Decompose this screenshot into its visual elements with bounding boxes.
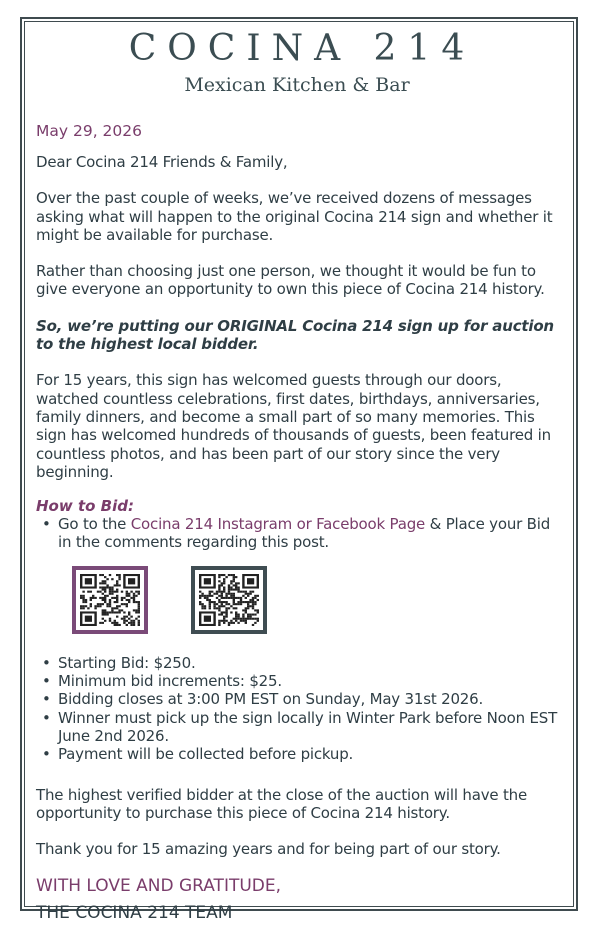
step-suffix: & Place your Bid in the comments regarding this post. <box>58 515 551 552</box>
rule-increments: • Minimum bid increments: $25. <box>36 672 558 690</box>
paragraph-thank-you: Thank you for 15 amazing years and for being part of our story. <box>36 840 501 859</box>
paragraph-opportunity: Rather than choosing just one person, we thought it would be fun to give everyone an opportunity to own this piece of Cocina 214 history. <box>36 262 545 299</box>
paragraph-messages: Over the past couple of weeks, we’ve received dozens of messages asking what will happen to the original Cocina 214 sign and whether it might be available for purchase. <box>36 189 553 244</box>
brand-title: COCINA 214 <box>128 28 476 69</box>
rule-starting-bid: • Starting Bid: $250. <box>36 654 558 672</box>
how-to-bid-list <box>36 515 558 552</box>
rule-pickup: • Winner must pick up the sign locally in Winter Park before Noon EST June 2nd 2026. <box>36 709 558 746</box>
social-page-link[interactable]: Cocina 214 Instagram or Facebook Page <box>130 515 426 534</box>
letter-content <box>36 22 558 924</box>
step-prefix: Go to the <box>58 515 131 534</box>
signoff: WITH LOVE AND GRATITUDE, <box>36 876 282 897</box>
rule-closing-time: • Bidding closes at 3:00 PM EST on Sunday, May 31st 2026. <box>36 690 558 708</box>
qr-code-icon <box>80 574 140 626</box>
rule-payment: • Payment will be collected before pickup. <box>36 745 558 763</box>
instagram-qr-code[interactable] <box>72 566 148 634</box>
paragraph-history: For 15 years, this sign has welcomed guests through our doors, watched countless celebrations, first dates, birthdays, anniversaries, family dinners, and become a small part of so many memories. This sign has welcomed hundreds of thousands of guests, been featured in countless photos, and has been part of our story since the very beginning. <box>36 371 551 481</box>
team-signature: THE COCINA 214 TEAM <box>36 903 233 924</box>
auction-rules-list <box>36 654 558 764</box>
paragraph-auction-announcement: So, we’re putting our ORIGINAL Cocina 214 sign up for auction to the highest local bidder. <box>36 316 554 354</box>
letter-date: May 29, 2026 <box>36 122 142 140</box>
qr-code-row <box>36 566 558 630</box>
brand-tagline: Mexican Kitchen & Bar <box>184 74 410 96</box>
salutation: Dear Cocina 214 Friends & Family, <box>36 153 288 171</box>
how-to-bid-heading: How to Bid: <box>36 497 134 516</box>
qr-code-icon <box>199 574 259 626</box>
facebook-qr-code[interactable] <box>191 566 267 634</box>
how-to-bid-step <box>36 515 558 552</box>
paragraph-highest-bidder: The highest verified bidder at the close of the auction will have the opportunity to purchase this piece of Cocina 214 history. <box>36 785 527 822</box>
